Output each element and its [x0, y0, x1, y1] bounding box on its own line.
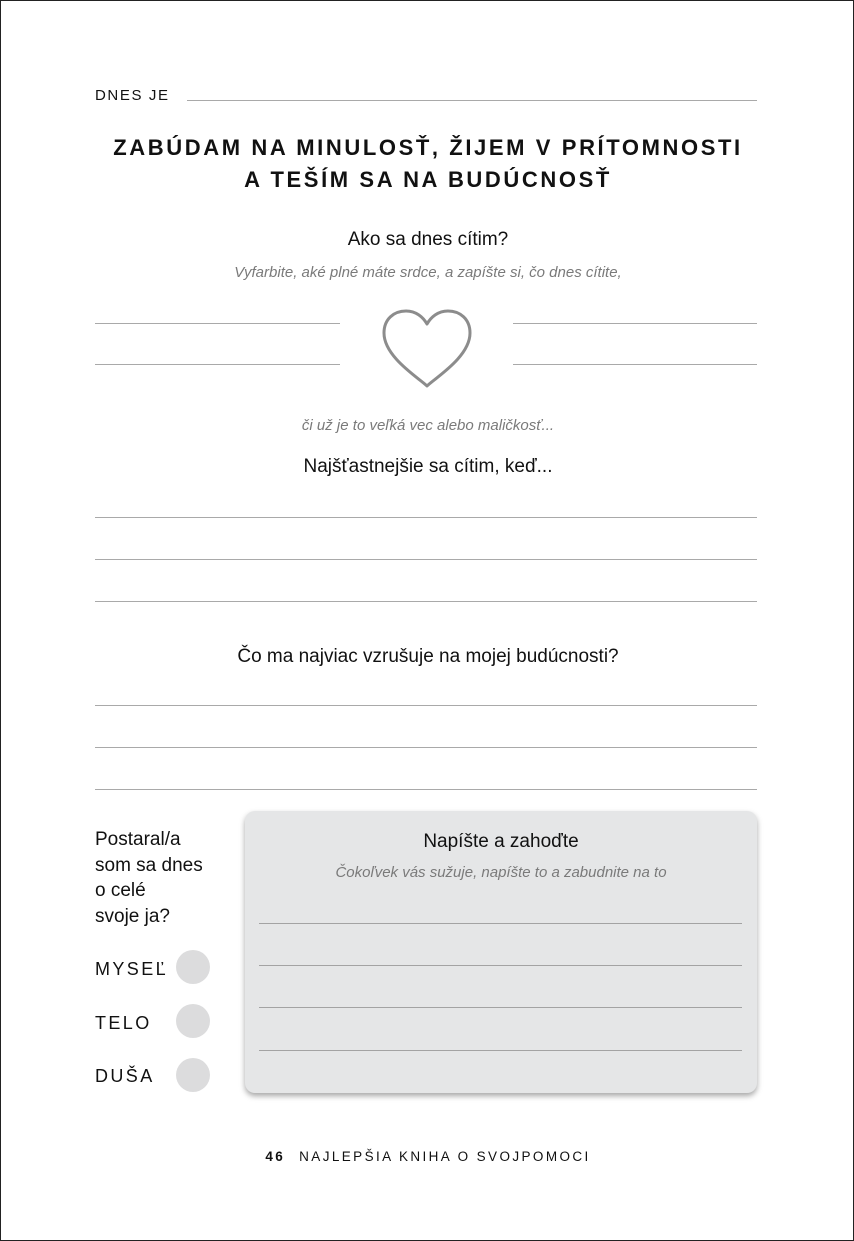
feeling-hint-top: Vyfarbite, aké plné máte srdce, a zapíšte si, čo dnes cítite, — [234, 264, 622, 281]
selfcare-checkbox-mind[interactable] — [176, 950, 210, 984]
write-box-title: Napíšte a zahoďte — [423, 831, 579, 852]
feeling-hint-bottom: či už je to veľká vec alebo maličkosť... — [301, 417, 555, 434]
page-number: 46 — [265, 1149, 286, 1164]
future-write-line-1[interactable] — [95, 705, 757, 706]
happiest-write-line-2[interactable] — [95, 559, 757, 560]
page-footer — [61, 1149, 795, 1164]
selfcare-question-line-1: Postaral/a — [95, 829, 181, 850]
future-write-line-2[interactable] — [95, 747, 757, 748]
write-box-hint: Čokoľvek vás sužuje, napíšte to a zabudnite na to — [335, 864, 667, 881]
selfcare-label-soul: DUŠA — [95, 1066, 155, 1086]
write-and-discard-box — [245, 811, 757, 1093]
feeling-write-line-right-2[interactable] — [513, 364, 757, 365]
date-write-line[interactable] — [187, 100, 757, 101]
page-title-line-1: ZABÚDAM NA MINULOSŤ, ŽIJEM V PRÍTOMNOSTI — [113, 135, 743, 160]
feeling-write-line-left-1[interactable] — [95, 323, 340, 324]
write-box-line-3[interactable] — [259, 1007, 742, 1008]
happiest-question: Najšťastnejšie sa cítim, keď... — [303, 456, 553, 477]
write-box-line-2[interactable] — [259, 965, 742, 966]
happiest-write-line-1[interactable] — [95, 517, 757, 518]
book-title: NAJLEPŠIA KNIHA O SVOJPOMOCI — [299, 1149, 591, 1164]
selfcare-question — [95, 827, 203, 929]
feeling-write-line-left-2[interactable] — [95, 364, 340, 365]
future-question: Čo ma najviac vzrušuje na mojej budúcnosti? — [237, 646, 619, 667]
future-write-line-3[interactable] — [95, 789, 757, 790]
selfcare-question-line-3: o celé — [95, 880, 146, 901]
write-box-line-1[interactable] — [259, 923, 742, 924]
page-title-line-2: A TEŠÍM SA NA BUDÚCNOSŤ — [244, 167, 612, 192]
heart-outline-icon[interactable] — [379, 307, 475, 393]
feeling-write-line-right-1[interactable] — [513, 323, 757, 324]
feeling-question: Ako sa dnes cítim? — [347, 229, 509, 250]
happiest-write-line-3[interactable] — [95, 601, 757, 602]
date-label: DNES JE — [95, 87, 170, 104]
selfcare-checkbox-soul[interactable] — [176, 1058, 210, 1092]
selfcare-question-line-2: som sa dnes — [95, 854, 203, 876]
page-title — [61, 132, 795, 196]
selfcare-label-body: TELO — [95, 1013, 152, 1033]
selfcare-question-line-4: svoje ja? — [95, 905, 170, 927]
selfcare-checkbox-body[interactable] — [176, 1004, 210, 1038]
write-box-line-4[interactable] — [259, 1050, 742, 1051]
selfcare-label-mind: MYSEĽ — [95, 959, 169, 979]
